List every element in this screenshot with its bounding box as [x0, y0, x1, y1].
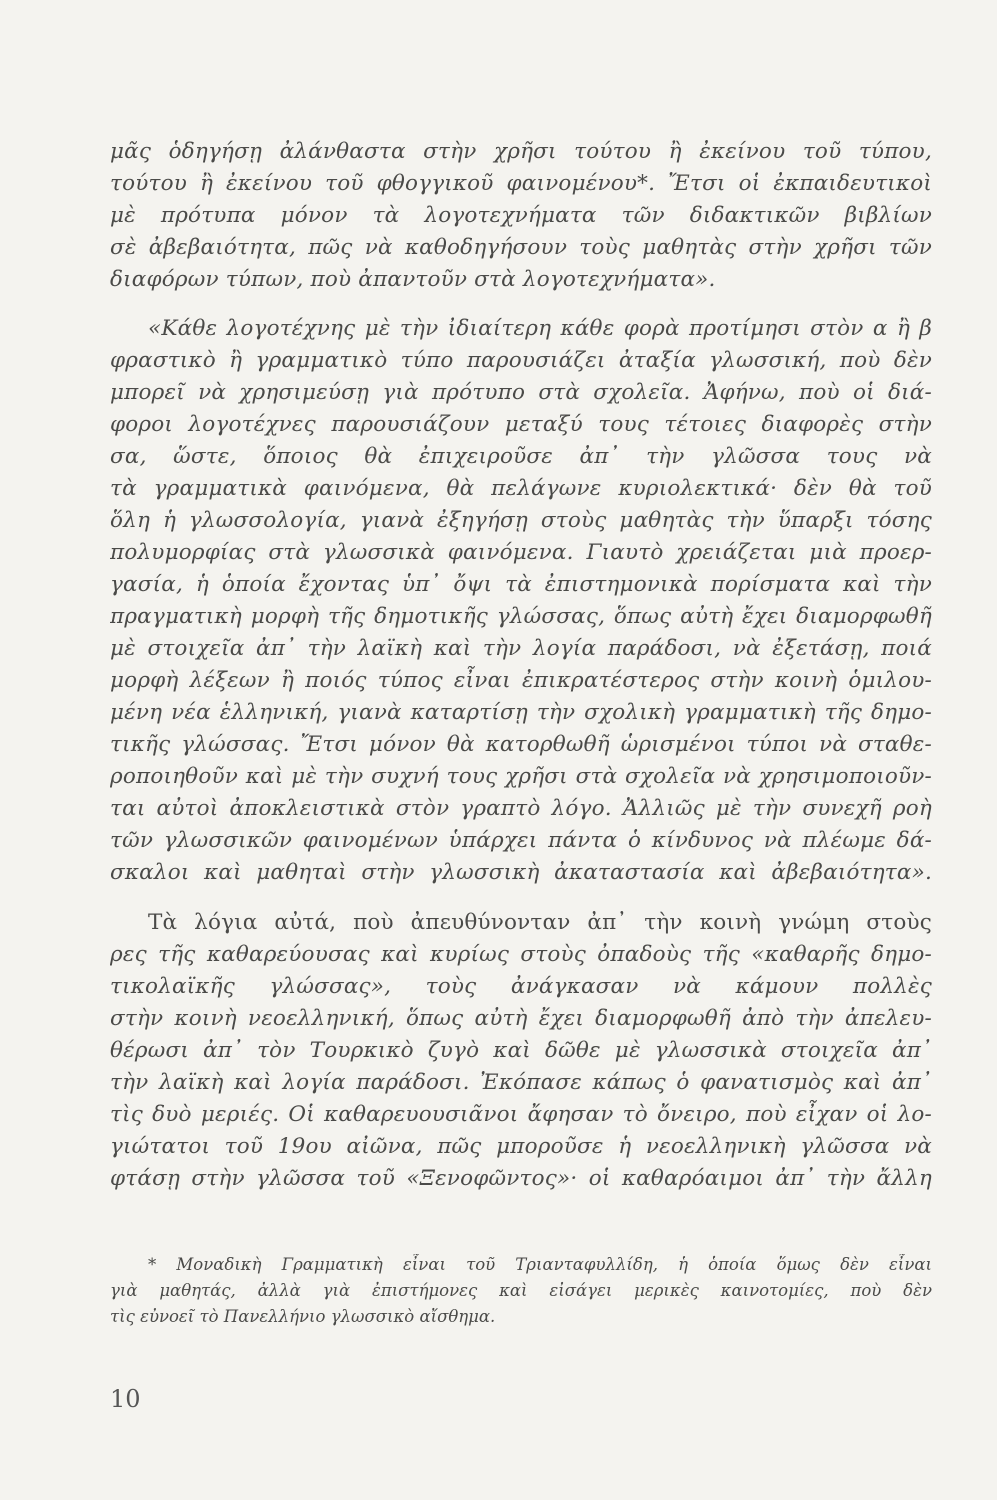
text-line: «Κάθε λογοτέχνης μὲ τὴν ἰδιαίτερη κάθε φορὰ προτίμησι στὸν α ἢ β: [148, 316, 932, 341]
text-line: μπορεῖ νὰ χρησιμεύσῃ γιὰ πρότυπο στὰ σχολεῖα. Ἀφήνω, ποὺ οἱ διά-: [110, 380, 932, 405]
text-line: ρες τῆς καθαρεύουσας καὶ κυρίως στοὺς ὀπαδοὺς τῆς «καθαρῆς δημο-: [110, 942, 932, 967]
text-line: πολυμορφίας στὰ γλωσσικὰ φαινόμενα. Γιαυτὸ χρειάζεται μιὰ προερ-: [110, 540, 932, 565]
footnote-line: * Μοναδικὴ Γραμματικὴ εἶναι τοῦ Τριανταφυλλίδη, ἡ ὁποία ὅμως δὲν εἶναι: [148, 1255, 932, 1274]
text-line: τῶν γλωσσικῶν φαινομένων ὑπάρχει πάντα ὁ κίνδυνος νὰ πλέωμε δά-: [110, 828, 932, 853]
text-line: μορφὴ λέξεων ἢ ποιός τύπος εἶναι ἐπικρατέστερος στὴν κοινὴ ὁμιλου-: [110, 668, 932, 693]
text-line: μὲ πρότυπα μόνον τὰ λογοτεχνήματα τῶν διδακτικῶν βιβλίων: [110, 203, 932, 228]
text-line: τικολαϊκῆς γλώσσας», τοὺς ἀνάγκασαν νὰ κάμουν πολλὲς: [110, 974, 932, 999]
text-line: στὴν κοινὴ νεοελληνική, ὅπως αὐτὴ ἔχει διαμορφωθῆ ἀπὸ τὴν ἀπελευ-: [110, 1006, 932, 1031]
text-line: ται αὐτοὶ ἀποκλειστικὰ στὸν γραπτὸ λόγο. Ἀλλιῶς μὲ τὴν συνεχῆ ροὴ: [110, 796, 932, 821]
text-line: σκαλοι καὶ μαθηταὶ στὴν γλωσσικὴ ἀκαταστασία καὶ ἀβεβαιότητα».: [110, 860, 932, 885]
text-line: σα, ὥστε, ὅποιος θὰ ἐπιχειροῦσε ἀπ᾽ τὴν γλῶσσα τους νὰ: [110, 444, 932, 469]
text-line: τούτου ἢ ἐκείνου τοῦ φθογγικοῦ φαινομένου*. Ἔτσι οἱ ἐκπαιδευτικοὶ: [110, 171, 932, 196]
text-line: θέρωσι ἀπ᾽ τὸν Τουρκικὸ ζυγὸ καὶ δῶθε μὲ γλωσσικὰ στοιχεῖα ἀπ᾽: [110, 1038, 932, 1063]
text-line: φτάσῃ στὴν γλῶσσα τοῦ «Ξενοφῶντος»· οἱ καθαρόαιμοι ἀπ᾽ τὴν ἄλλη: [110, 1166, 932, 1191]
text-line: γιώτατοι τοῦ 19ου αἰῶνα, πῶς μποροῦσε ἡ νεοελληνικὴ γλῶσσα νὰ: [110, 1134, 932, 1159]
text-line: μένη νέα ἑλληνική, γιανὰ καταρτίσῃ τὴν σχολικὴ γραμματικὴ τῆς δημο-: [110, 700, 932, 725]
text-line: τὴν λαϊκὴ καὶ λογία παράδοσι. Ἐκόπασε κάπως ὁ φανατισμὸς καὶ ἀπ᾽: [110, 1070, 932, 1095]
text-line: μᾶς ὁδηγήσῃ ἀλάνθαστα στὴν χρῆσι τούτου ἢ ἐκείνου τοῦ τύπου,: [110, 139, 932, 164]
text-line: γασία, ἡ ὁποία ἔχοντας ὑπ᾽ ὄψι τὰ ἐπιστημονικὰ πορίσματα καὶ τὴν: [110, 572, 932, 597]
text-line: τὶς δυὸ μεριές. Οἱ καθαρευουσιᾶνοι ἄφησαν τὸ ὄνειρο, ποὺ εἶχαν οἱ λο-: [110, 1102, 932, 1127]
text-line: διαφόρων τύπων, ποὺ ἀπαντοῦν στὰ λογοτεχνήματα».: [110, 267, 716, 292]
text-line: ροποιηθοῦν καὶ μὲ τὴν συχνή τους χρῆσι στὰ σχολεῖα νὰ χρησιμοποιοῦν-: [110, 764, 932, 789]
footnote-line: γιὰ μαθητάς, ἀλλὰ γιὰ ἐπιστήμονες καὶ εἰσάγει μερικὲς καινοτομίες, ποὺ δὲν: [110, 1281, 932, 1300]
text-line: ὅλη ἡ γλωσσολογία, γιανὰ ἐξηγήσῃ στοὺς μαθητὰς τὴν ὕπαρξι τόσης: [110, 508, 932, 533]
text-line: Τὰ λόγια αὐτά, ποὺ ἀπευθύνονταν ἀπ᾽ τὴν κοινὴ γνώμη στοὺς: [148, 910, 932, 935]
page-number: 10: [110, 1385, 141, 1413]
text-line: τὰ γραμματικὰ φαινόμενα, θὰ πελάγωνε κυριολεκτικά· δὲν θὰ τοῦ: [110, 476, 932, 501]
footnote-line: τὶς εὐνοεῖ τὸ Πανελλήνιο γλωσσικὸ αἴσθημα.: [110, 1307, 496, 1326]
text-line: τικῆς γλώσσας. Ἔτσι μόνον θὰ κατορθωθῆ ὡρισμένοι τύποι νὰ σταθε-: [110, 732, 932, 757]
text-line: μὲ στοιχεῖα ἀπ᾽ τὴν λαϊκὴ καὶ τὴν λογία παράδοσι, νὰ ἐξετάσῃ, ποιά: [110, 636, 932, 661]
text-line: φοροι λογοτέχνες παρουσιάζουν μεταξύ τους τέτοιες διαφορὲς στὴν: [110, 412, 932, 437]
text-line: πραγματικὴ μορφὴ τῆς δημοτικῆς γλώσσας, ὅπως αὐτὴ ἔχει διαμορφωθῆ: [110, 604, 932, 629]
text-line: φραστικὸ ἢ γραμματικὸ τύπο παρουσιάζει ἀταξία γλωσσική, ποὺ δὲν: [110, 348, 932, 373]
text-line: σὲ ἀβεβαιότητα, πῶς νὰ καθοδηγήσουν τοὺς μαθητὰς στὴν χρῆσι τῶν: [110, 235, 932, 260]
